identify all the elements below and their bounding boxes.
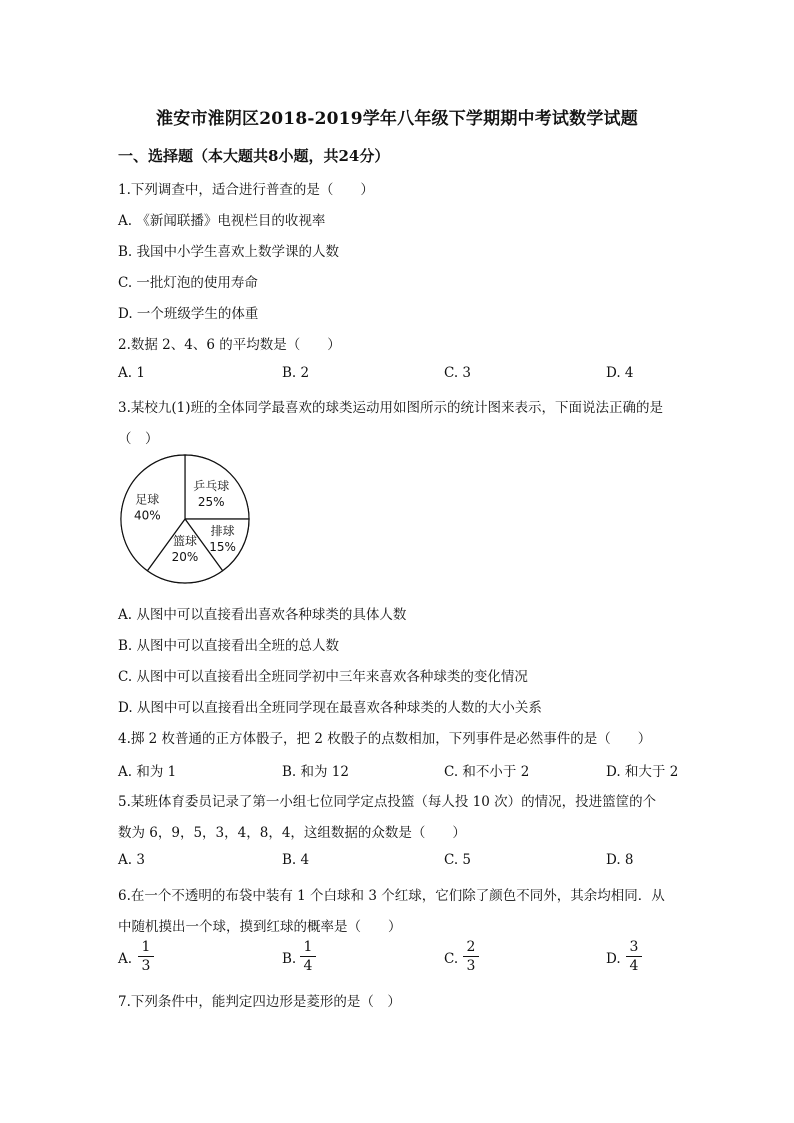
fraction-bar [463, 956, 479, 957]
q6-option-a-fraction [138, 939, 154, 974]
fraction-numerator: 2 [466, 939, 476, 955]
pie-label-basketball: 篮球 [172, 533, 198, 548]
q3-option-b: B. 从图中可以直接看出全班的总人数 [118, 638, 340, 654]
q4-option-c: C. 和不小于 2 [444, 764, 530, 780]
q2-option-c: C. 3 [444, 365, 472, 381]
q1-option-b: B. 我国中小学生喜欢上数学课的人数 [118, 244, 340, 260]
q3-option-d: D. 从图中可以直接看出全班同学现在最喜欢各种球类的人数的大小关系 [118, 700, 542, 716]
q3-option-c: C. 从图中可以直接看出全班同学初中三年来喜欢各种球类的变化情况 [118, 669, 528, 685]
q6-stem-line1: 6.在一个不透明的布袋中装有 1 个白球和 3 个红球，它们除了颜色不同外，其余均相同．从 [118, 888, 665, 904]
fraction-numerator: 1 [303, 939, 313, 955]
fraction-bar [300, 956, 316, 957]
fraction-bar [626, 956, 642, 957]
q6-option-b-letter: B. [282, 951, 297, 967]
pie-chart [118, 452, 254, 592]
pie-label-football: 足球 [135, 492, 160, 507]
pie-chart-svg [118, 452, 254, 588]
q2-option-a: A. 1 [118, 365, 145, 381]
q1-option-c: C. 一批灯泡的使用寿命 [118, 275, 258, 291]
q5-option-d: D. 8 [606, 852, 634, 868]
section-heading: 一、选择题（本大题共8小题，共24分） [118, 147, 390, 165]
q4-option-d: D. 和大于 2 [606, 764, 679, 780]
q5-option-c: C. 5 [444, 852, 472, 868]
q6-option-b-fraction [300, 939, 316, 974]
pie-value-volleyball: 15% [209, 540, 236, 555]
fraction-numerator: 3 [629, 939, 639, 955]
q5-option-a: A. 3 [118, 852, 145, 868]
pie-label-table-tennis: 乒乓球 [193, 478, 230, 493]
fraction-denominator: 3 [141, 958, 151, 974]
pie-value-table-tennis: 25% [197, 494, 225, 509]
q4-option-a: A. 和为 1 [118, 764, 177, 780]
pie-label-volleyball: 排球 [210, 524, 235, 539]
q7-stem: 7.下列条件中，能判定四边形是菱形的是（ ） [118, 994, 401, 1010]
q5-stem-line2: 数为 6，9，5，3，4，8，4，这组数据的众数是（ ） [118, 825, 466, 841]
q3-stem-line1: 3.某校九(1)班的全体同学最喜欢的球类运动用如图所示的统计图来表示，下面说法正确的是 [118, 400, 664, 416]
q2-stem: 2.数据 2、4、6 的平均数是（ ） [118, 337, 341, 353]
q4-stem: 4.掷 2 枚普通的正方体骰子，把 2 枚骰子的点数相加，下列事件是必然事件的是（ ） [118, 731, 652, 747]
pie-value-football: 40% [133, 508, 161, 523]
q1-option-a: A. 《新闻联播》电视栏目的收视率 [118, 213, 326, 229]
fraction-numerator: 1 [141, 939, 151, 955]
q3-stem-line2: （ ） [118, 431, 159, 447]
fraction-denominator: 3 [466, 958, 476, 974]
q5-stem-line1: 5.某班体育委员记录了第一小组七位同学定点投篮（每人投 10 次）的情况，投进篮筐的个 [118, 794, 657, 810]
q2-option-d: D. 4 [606, 365, 634, 381]
fraction-bar [138, 956, 154, 957]
fraction-denominator: 4 [629, 958, 639, 974]
fraction-denominator: 4 [303, 958, 313, 974]
q3-option-a: A. 从图中可以直接看出喜欢各种球类的具体人数 [118, 607, 407, 623]
q6-option-c-fraction [463, 939, 479, 974]
q6-stem-line2: 中随机摸出一个球，摸到红球的概率是（ ） [118, 919, 402, 935]
q6-option-a-letter: A. [118, 951, 133, 967]
q6-option-d-fraction [626, 939, 642, 974]
page-title: 淮安市淮阴区2018-2019学年八年级下学期期中考试数学试题 [156, 109, 638, 129]
pie-value-basketball: 20% [171, 549, 199, 564]
q1-stem: 1.下列调查中，适合进行普查的是（ ） [118, 182, 374, 198]
q5-option-b: B. 4 [282, 852, 310, 868]
q1-option-d: D. 一个班级学生的体重 [118, 306, 259, 322]
q6-option-d-letter: D. [606, 951, 621, 967]
q6-option-c-letter: C. [444, 951, 459, 967]
q2-option-b: B. 2 [282, 365, 310, 381]
q4-option-b: B. 和为 12 [282, 764, 349, 780]
